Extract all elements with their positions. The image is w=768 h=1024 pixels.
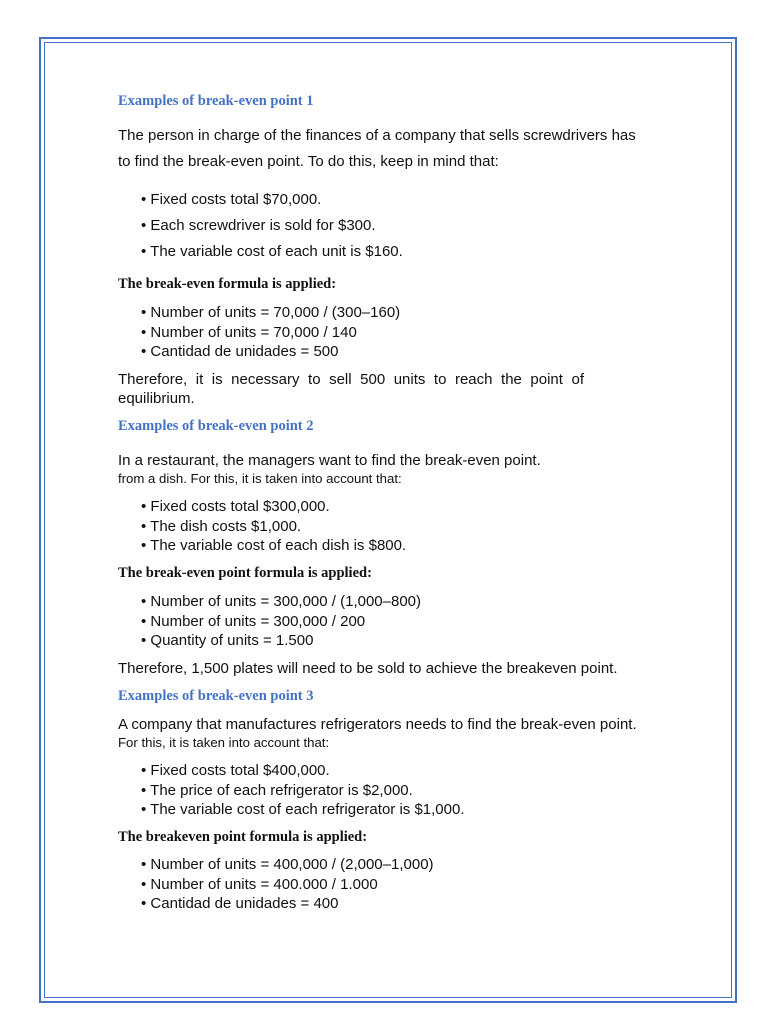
example-1-conclusion-line-1: Therefore, it is necessary to sell 500 units to reach the point of	[118, 371, 584, 388]
list-item: • The variable cost of each dish is $800.	[141, 536, 406, 556]
example-1-formula-heading: The break-even formula is applied:	[118, 276, 337, 292]
list-item: • Fixed costs total $400,000.	[141, 761, 465, 781]
example-3-formula-heading: The breakeven point formula is applied:	[118, 829, 368, 845]
list-item: • Quantity of units = 1.500	[141, 631, 421, 651]
example-2-intro-line-1: In a restaurant, the managers want to find the break-even point.	[118, 452, 541, 469]
example-2-formula-heading: The break-even point formula is applied:	[118, 565, 372, 581]
example-2-facts-list	[141, 497, 406, 556]
list-item: • Cantidad de unidades = 500	[141, 342, 400, 362]
example-1-intro-line-2: to find the break-even point. To do this, keep in mind that:	[118, 153, 499, 170]
list-item: • Number of units = 70,000 / (300–160)	[141, 303, 400, 323]
example-1-heading: Examples of break-even point 1	[118, 93, 314, 109]
list-item: • The variable cost of each refrigerator is $1,000.	[141, 800, 465, 820]
example-2-conclusion: Therefore, 1,500 plates will need to be sold to achieve the breakeven point.	[118, 660, 618, 677]
list-item: • Fixed costs total $300,000.	[141, 497, 406, 517]
list-item: • Each screwdriver is sold for $300.	[141, 213, 403, 239]
list-item: • Number of units = 70,000 / 140	[141, 323, 400, 343]
list-item: • The dish costs $1,000.	[141, 517, 406, 537]
list-item: • The price of each refrigerator is $2,000.	[141, 781, 465, 801]
example-3-intro-line-2: For this, it is taken into account that:	[118, 735, 330, 750]
example-1-conclusion-line-2: equilibrium.	[118, 390, 195, 407]
example-1-facts-list	[141, 187, 403, 265]
list-item: • Number of units = 400.000 / 1.000	[141, 875, 434, 895]
example-1-steps-list	[141, 303, 400, 362]
example-2-heading: Examples of break-even point 2	[118, 418, 314, 434]
list-item: • Number of units = 300,000 / 200	[141, 612, 421, 632]
example-3-facts-list	[141, 761, 465, 820]
list-item: • Cantidad de unidades = 400	[141, 894, 434, 914]
list-item: • Fixed costs total $70,000.	[141, 187, 403, 213]
list-item: • Number of units = 300,000 / (1,000–800)	[141, 592, 421, 612]
example-3-steps-list	[141, 855, 434, 914]
example-2-intro-line-2: from a dish. For this, it is taken into account that:	[118, 471, 402, 486]
example-2-steps-list	[141, 592, 421, 651]
example-1-intro-line-1: The person in charge of the finances of a company that sells screwdrivers has	[118, 127, 636, 144]
list-item: • Number of units = 400,000 / (2,000–1,000)	[141, 855, 434, 875]
list-item: • The variable cost of each unit is $160.	[141, 239, 403, 265]
example-3-intro-line-1: A company that manufactures refrigerators needs to find the break-even point.	[118, 716, 637, 733]
example-3-heading: Examples of break-even point 3	[118, 688, 314, 704]
